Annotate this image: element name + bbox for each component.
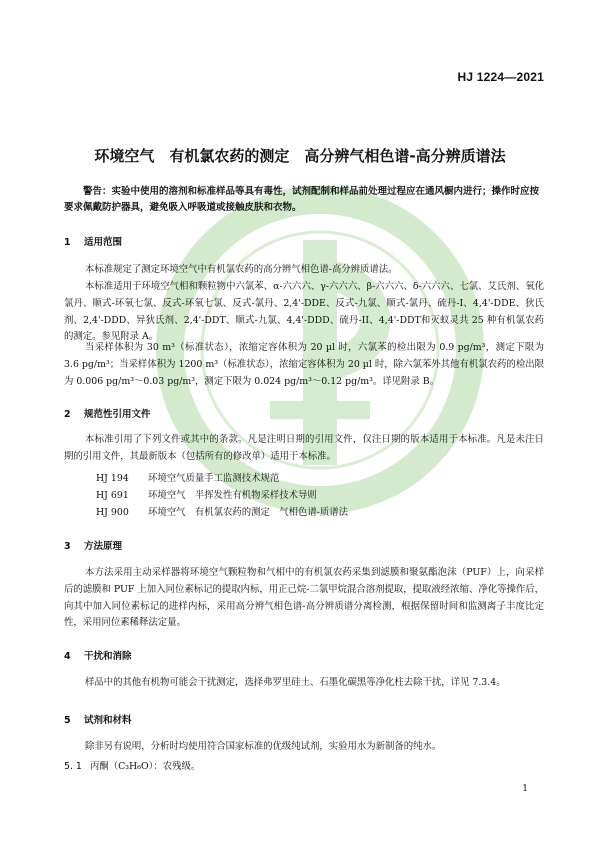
section-4-para-1: 样品中的其他有机物可能会干扰测定，选择弗罗里硅土、石墨化碳黑等净化柱去除干扰，详见 7.3.4。 bbox=[85, 677, 506, 688]
section-number: 3 bbox=[64, 541, 71, 552]
document-title: 环境空气 有机氯农药的测定 高分辨气相色谱-高分辨质谱法 bbox=[94, 147, 506, 165]
section-title: 干扰和消除 bbox=[84, 651, 132, 662]
warning-paragraph: 警告：实验中使用的溶剂和标准样品等具有毒性，试剂配制和样品前处理过程应在通风橱内进行；操作时应按要求佩戴防护器具，避免吸入呼吸道或接触皮肤和衣物。 bbox=[64, 186, 540, 213]
section-1-para-3: 当采样体积为 30 m³（标准状态），浓缩定容体积为 20 µl 时，六氯苯的检出限为 0.9 pg/m³，测定下限为 3.6 pg/m³；当采样体积为 1200 m³（标准状态），浓缩定容体积为 20 µl 时，除六氯苯外其他有机氯农药的检出限为 0.006 pg/m³～0.03 pg/m³，测定下限为 0.024 pg/m³～0.12 pg/m³。详见附录 B。 bbox=[64, 342, 544, 387]
reference-code: HJ 691 bbox=[96, 490, 129, 502]
reference-list bbox=[96, 470, 348, 522]
section-number: 5 bbox=[64, 715, 71, 726]
section-5-para-1: 除非另有说明，分析时均使用符合国家标准的优级纯试剂，实验用水为新制备的纯水。 bbox=[85, 741, 442, 752]
reference-name: 环境空气 半挥发性有机物采样技术导则 bbox=[148, 490, 317, 502]
page-number: 1 bbox=[522, 784, 528, 794]
standard-number: HJ 1224—2021 bbox=[457, 70, 544, 84]
section-number: 1 bbox=[64, 237, 71, 248]
section-5-1-item bbox=[64, 758, 200, 772]
section-3-para-1: 本方法采用主动采样器将环境空气颗粒物和气相中的有机氯农药采集到滤膜和聚氨酯泡沫（PUF）上，向采样后的滤膜和 PUF 上加入同位素标记的提取内标，用正己烷-二氯甲烷混合溶剂提取，提取液经浓缩、净化等操作后，向其中加入同位素标记的进样内标，采用高分辨气相色谱-高分辨质谱分离检测，根据保留时间和监测离子丰度比定性，采用同位素稀释法定量。 bbox=[64, 567, 544, 629]
section-title: 适用范围 bbox=[84, 237, 123, 248]
item-number: 5. 1 bbox=[64, 761, 82, 772]
item-text: 丙酮（C₃H₆O）：农残级。 bbox=[90, 761, 201, 772]
reference-name: 环境空气质量手工监测技术规范 bbox=[148, 473, 280, 484]
reference-code: HJ 194 bbox=[96, 473, 129, 484]
reference-code: HJ 900 bbox=[96, 507, 129, 519]
reference-item bbox=[96, 504, 348, 521]
section-2-para-1: 本标准引用了下列文件或其中的条款。凡是注明日期的引用文件，仅注日期的版本适用于本标准。凡是未注日期的引用文件，其最新版本（包括所有的修改单）适用于本标准。 bbox=[64, 434, 544, 462]
section-title: 试剂和材料 bbox=[84, 715, 132, 726]
section-title: 规范性引用文件 bbox=[84, 409, 151, 420]
section-3-heading bbox=[64, 538, 122, 552]
section-number: 2 bbox=[64, 409, 71, 420]
section-title: 方法原理 bbox=[84, 541, 123, 552]
section-number: 4 bbox=[64, 651, 71, 662]
section-5-heading bbox=[64, 712, 132, 726]
section-1-para-2: 本标准适用于环境空气相和颗粒物中六氯苯、α-六六六、γ-六六六、β-六六六、δ-六六六、七氯、艾氏剂、氧化氯丹、顺式-环氧七氯、反式-环氧七氯、反式-氯丹、2,4'-DDE、反式-九氯、顺式-氯丹、硫丹-I、4,4'-DDE、狄氏剂、2,4'-DDD、异狄氏剂、2,4'-DDT、顺式-九氯、4,4'-DDD、硫丹-II、4,4'-DDT和灭蚁灵共 25 种有机氯农药的测定。参见附录 A。 bbox=[64, 281, 544, 343]
section-2-heading bbox=[64, 406, 151, 420]
section-4-heading bbox=[64, 648, 132, 662]
section-1-heading bbox=[64, 234, 122, 248]
reference-item bbox=[96, 487, 348, 504]
reference-item bbox=[96, 470, 348, 487]
reference-name: 环境空气 有机氯农药的测定 气相色谱-质谱法 bbox=[148, 507, 349, 519]
section-1-para-1: 本标准规定了测定环境空气中有机氯农药的高分辨气相色谱-高分辨质谱法。 bbox=[85, 264, 398, 275]
